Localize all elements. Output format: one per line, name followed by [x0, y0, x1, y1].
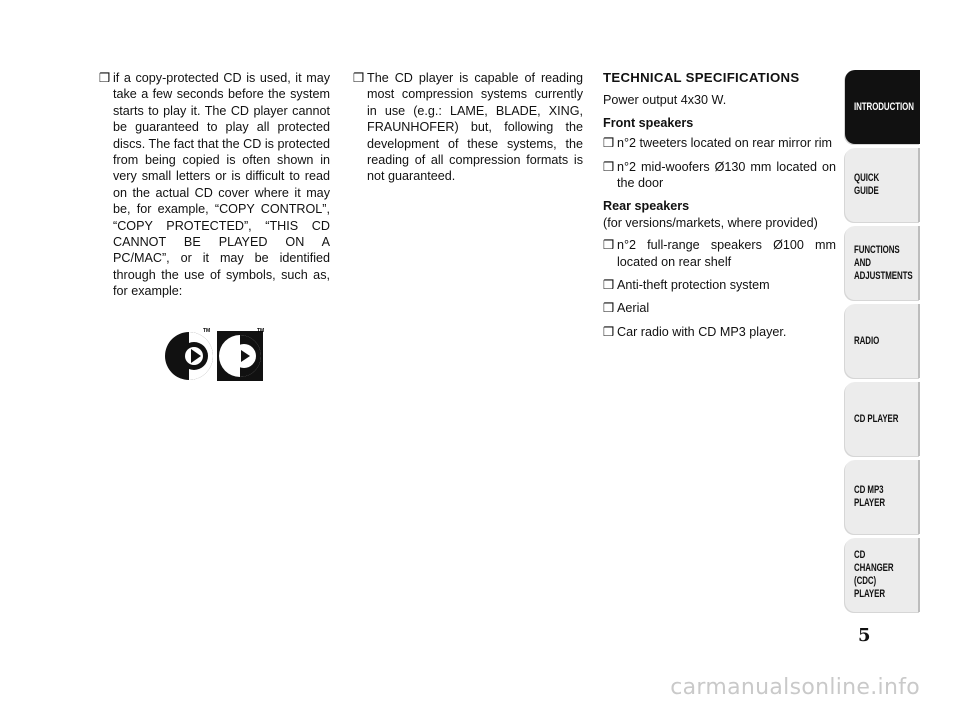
technical-specifications — [603, 70, 836, 347]
checkbox-bullet-icon: ❒ — [603, 278, 615, 293]
list-item: ❒ n°2 tweeters located on rear mirror rim — [603, 136, 833, 151]
front-speakers-heading: Front speakers — [603, 115, 694, 130]
column-left — [99, 70, 330, 307]
trademark-mark-right: TM — [257, 328, 265, 334]
checkbox-bullet-icon: ❒ — [603, 159, 615, 174]
list-item: ❒ n°2 full-range speakers Ø100 mm located on rear shelf — [603, 238, 836, 269]
rear-speakers-note: (for versions/markets, where provided) — [603, 215, 818, 230]
section-heading: TECHNICAL SPECIFICATIONS — [603, 70, 800, 85]
list-item: ❒ Car radio with CD MP3 player. — [603, 324, 787, 339]
list-item: ❒ Aerial — [603, 301, 650, 316]
copy-protected-cd-note — [99, 70, 330, 300]
checkbox-bullet-icon: ❒ — [353, 71, 365, 85]
copy-control-logos — [165, 327, 265, 381]
tab-cd-changer-player[interactable]: CD CHANGER (CDC) PLAYER — [845, 538, 920, 612]
column-middle — [353, 70, 583, 192]
checkbox-bullet-icon: ❒ — [603, 324, 615, 339]
tab-functions-adjustments[interactable]: FUNCTIONS AND ADJUSTMENTS — [845, 226, 920, 300]
checkbox-bullet-icon: ❒ — [603, 238, 615, 253]
section-tabs — [845, 70, 920, 616]
bullet-text: The CD player is capable of reading most compression systems currently in use (e.g.: LAME, BLADE, XING, FRAUNHOFER) but, following the development of these systems, the reading of all compression formats is not guaranteed. — [367, 71, 583, 184]
trademark-mark-left: TM — [203, 328, 211, 334]
rear-speakers-heading: Rear speakers — [603, 199, 690, 214]
list-item: ❒ n°2 mid-woofers Ø130 mm located on the door — [603, 159, 836, 191]
tab-cd-mp3-player[interactable]: CD MP3 PLAYER — [845, 460, 920, 534]
tab-quick-guide[interactable]: QUICK GUIDE — [845, 148, 920, 222]
list-item: ❒ Anti-theft protection system — [603, 278, 770, 293]
bullet-text: if a copy-protected CD is used, it may take a few seconds before the system starts to play it. The CD player cannot be guaranteed to play all protected discs. The fact that the CD is protected from being copied is often shown in very small letters or is difficult to read on the actual CD cover where it may be, for example, “COPY CONTROL”, “COPY PROTECTED”, “THIS CD CANNOT BE PLAYED ON A PC/MAC”, or it may be identified through the use of symbols, such as, for example: — [113, 71, 330, 299]
tab-radio[interactable]: RADIO — [845, 304, 920, 378]
checkbox-bullet-icon: ❒ — [603, 301, 615, 316]
copy-control-symbol-icon — [165, 327, 265, 381]
tab-introduction[interactable]: INTRODUCTION — [845, 70, 920, 144]
page-number: 5 — [858, 625, 871, 646]
compression-systems-note — [353, 70, 583, 185]
checkbox-bullet-icon: ❒ — [99, 71, 111, 85]
tab-cd-player[interactable]: CD PLAYER — [845, 382, 920, 456]
power-output: Power output 4x30 W. — [603, 93, 727, 108]
watermark: carmanualsonline.info — [670, 675, 920, 700]
checkbox-bullet-icon: ❒ — [603, 136, 615, 151]
